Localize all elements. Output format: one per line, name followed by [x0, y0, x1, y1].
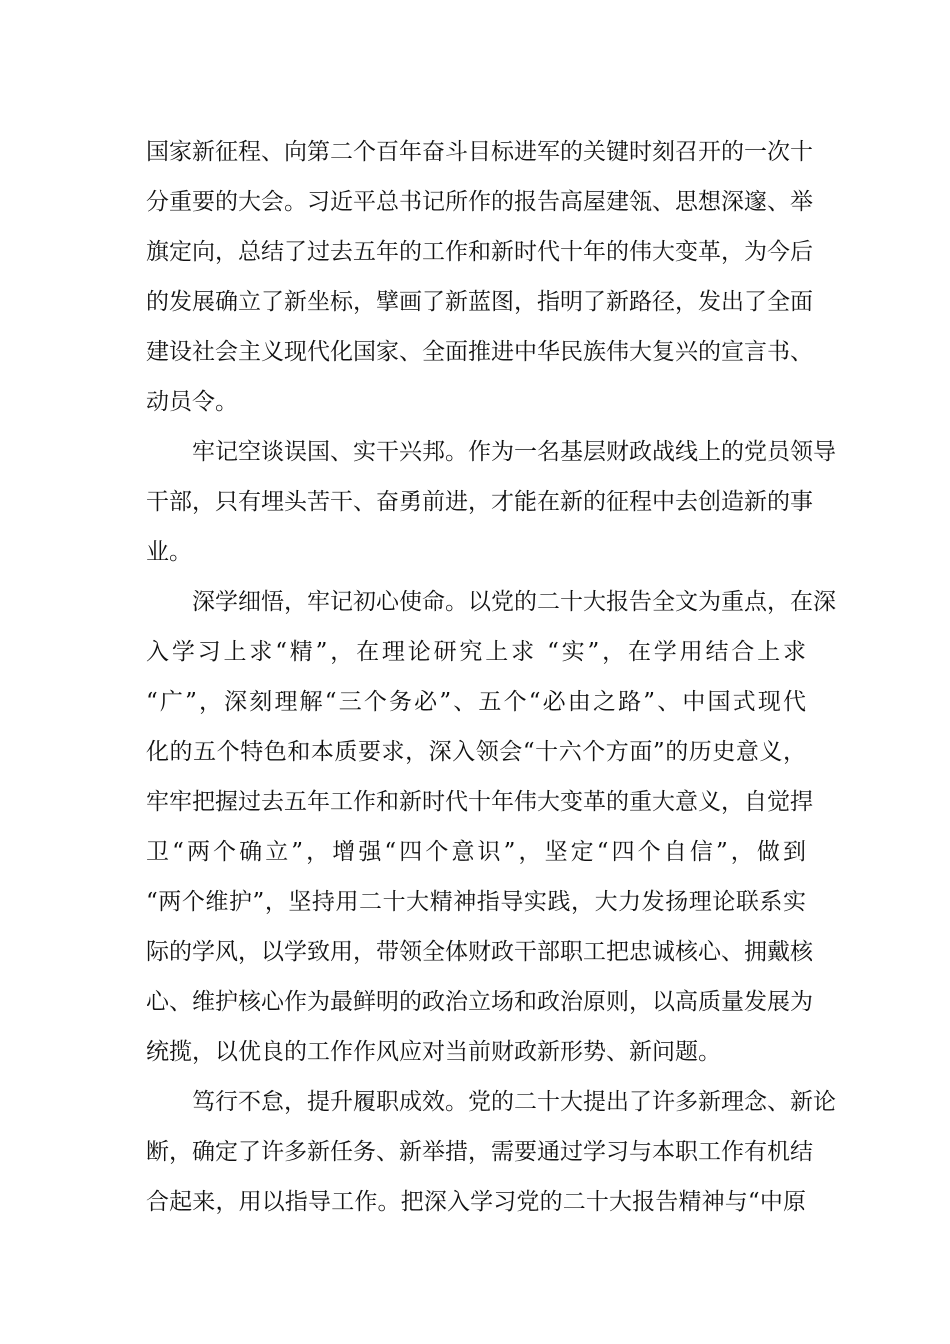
text-line: 动员令。 — [146, 389, 238, 415]
text-line: 牢记空谈误国、实干兴邦。作为一名基层财政战线上的党员领导 — [146, 439, 836, 465]
text-line: 统揽，以优良的工作作风应对当前财政新形势、新问题。 — [146, 1039, 721, 1065]
text-line: 心、维护核心作为最鲜明的政治立场和政治原则，以高质量发展为 — [146, 989, 813, 1015]
text-line: 旗定向，总结了过去五年的工作和新时代十年的伟大变革，为今后 — [146, 239, 813, 265]
text-line: 化的五个特色和本质要求，深入领会“十六个方面”的历史意义， — [146, 739, 806, 765]
text-line: 际的学风，以学致用，带领全体财政干部职工把忠诚核心、拥戴核 — [146, 939, 813, 965]
text-line: 合起来，用以指导工作。把深入学习党的二十大报告精神与“中原 — [146, 1189, 806, 1215]
text-line: “广”，深刻理解“三个务必”、五个“必由之路”、中国式现代 — [146, 689, 806, 715]
text-line: 业。 — [146, 539, 192, 565]
text-line: 入学习上求“精”，在理论研究上求 “实”，在学用结合上求 — [146, 639, 806, 665]
text-line: 笃行不怠，提升履职成效。党的二十大提出了许多新理念、新论 — [146, 1089, 836, 1115]
text-line: 建设社会主义现代化国家、全面推进中华民族伟大复兴的宣言书、 — [146, 339, 813, 365]
text-line: 深学细悟，牢记初心使命。以党的二十大报告全文为重点，在深 — [146, 589, 836, 615]
text-line: 干部，只有埋头苦干、奋勇前进，才能在新的征程中去创造新的事 — [146, 489, 813, 515]
text-line: 的发展确立了新坐标，擘画了新蓝图，指明了新路径，发出了全面 — [146, 289, 813, 315]
text-line: 分重要的大会。习近平总书记所作的报告高屋建瓴、思想深邃、举 — [146, 189, 813, 215]
text-line: “两个维护”，坚持用二十大精神指导实践，大力发扬理论联系实 — [146, 889, 806, 915]
text-line: 卫“两个确立”，增强“四个意识”，坚定“四个自信”，做到 — [146, 839, 806, 865]
text-line: 国家新征程、向第二个百年奋斗目标进军的关键时刻召开的一次十 — [146, 139, 813, 165]
text-line: 牢牢把握过去五年工作和新时代十年伟大变革的重大意义，自觉捍 — [146, 789, 813, 815]
text-line: 断，确定了许多新任务、新举措，需要通过学习与本职工作有机结 — [146, 1139, 813, 1165]
